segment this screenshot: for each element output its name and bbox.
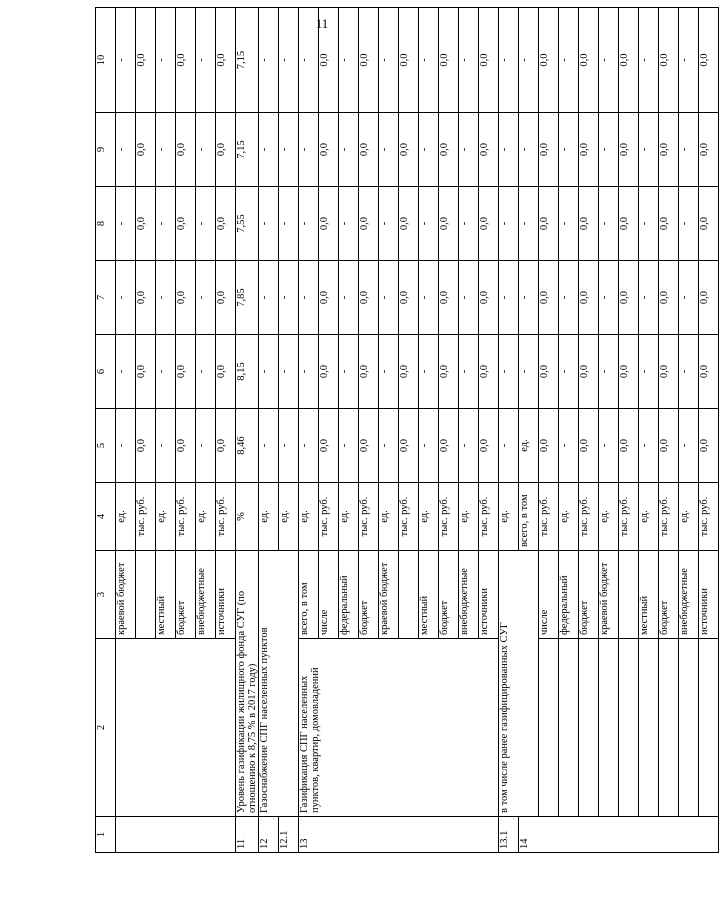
- value-cell: -: [639, 261, 659, 335]
- value-cell: 0,0: [539, 113, 559, 187]
- value-cell: 0,0: [359, 261, 379, 335]
- value-cell: -: [259, 335, 279, 409]
- value-cell: 7,85: [236, 261, 259, 335]
- row-number-cell: 14: [519, 817, 719, 853]
- value-cell: 0,0: [539, 409, 559, 483]
- value-cell: 8,46: [236, 409, 259, 483]
- value-cell: 0,0: [619, 261, 639, 335]
- row-number-cell: [116, 817, 236, 853]
- funding-source-cell: местный: [639, 551, 659, 639]
- value-cell: 0,0: [479, 8, 499, 113]
- unit-cell: тыс. руб.: [539, 483, 559, 551]
- value-cell: -: [156, 113, 176, 187]
- value-cell: 7,15: [236, 8, 259, 113]
- column-number-header: 7: [96, 261, 116, 335]
- row-number-cell: 12.1: [279, 817, 299, 853]
- funding-source-cell: источники: [699, 551, 719, 639]
- value-cell: 0,0: [579, 187, 599, 261]
- unit-cell: тыс. руб.: [579, 483, 599, 551]
- value-cell: 0,0: [216, 187, 236, 261]
- table-row: [619, 8, 639, 853]
- funding-source-cell: всего, в том: [519, 483, 539, 551]
- column-number-header: 2: [96, 639, 116, 817]
- value-cell: 0,0: [136, 335, 156, 409]
- table-body: [96, 8, 719, 853]
- value-cell: 0,0: [216, 8, 236, 113]
- value-cell: 0,0: [659, 335, 679, 409]
- value-cell: 0,0: [579, 409, 599, 483]
- table-row: [236, 8, 259, 853]
- value-cell: -: [419, 113, 439, 187]
- value-cell: 0,0: [659, 187, 679, 261]
- unit-cell: тыс. руб.: [439, 483, 459, 551]
- table-row: [559, 8, 579, 853]
- value-cell: -: [299, 8, 319, 113]
- value-cell: -: [679, 261, 699, 335]
- value-cell: 0,0: [439, 409, 459, 483]
- value-cell: 0,0: [699, 409, 719, 483]
- funding-source-cell: бюджет: [659, 551, 679, 639]
- column-number-header: 9: [96, 113, 116, 187]
- value-cell: 0,0: [579, 8, 599, 113]
- value-cell: -: [196, 187, 216, 261]
- value-cell: -: [599, 409, 619, 483]
- value-cell: -: [639, 187, 659, 261]
- unit-cell: %: [236, 483, 259, 551]
- table-row: [659, 8, 679, 853]
- value-cell: 0,0: [359, 409, 379, 483]
- value-cell: 7,55: [236, 187, 259, 261]
- value-cell: -: [679, 409, 699, 483]
- value-cell: -: [339, 335, 359, 409]
- value-cell: 0,0: [399, 409, 419, 483]
- funding-source-cell: местный: [419, 551, 439, 639]
- funding-source-cell: числе: [319, 551, 339, 639]
- value-cell: -: [419, 409, 439, 483]
- value-cell: -: [196, 409, 216, 483]
- value-cell: -: [559, 335, 579, 409]
- indicator-name-cell: [599, 639, 619, 817]
- value-cell: 0,0: [136, 187, 156, 261]
- value-cell: 0,0: [579, 335, 599, 409]
- value-cell: 0,0: [699, 261, 719, 335]
- value-cell: 0,0: [399, 8, 419, 113]
- value-cell: -: [379, 113, 399, 187]
- value-cell: -: [299, 113, 319, 187]
- value-cell: 0,0: [136, 261, 156, 335]
- value-cell: -: [499, 8, 519, 113]
- value-cell: -: [679, 8, 699, 113]
- row-number-cell: 12: [259, 817, 279, 853]
- value-cell: 0,0: [659, 8, 679, 113]
- value-cell: -: [599, 335, 619, 409]
- value-cell: -: [156, 187, 176, 261]
- funding-source-cell: бюджет: [579, 551, 599, 639]
- value-cell: 0,0: [176, 187, 196, 261]
- value-cell: -: [519, 335, 539, 409]
- value-cell: 0,0: [659, 113, 679, 187]
- unit-cell: ед.: [156, 483, 176, 551]
- value-cell: -: [279, 113, 299, 187]
- value-cell: 0,0: [399, 187, 419, 261]
- unit-cell: ед.: [339, 483, 359, 551]
- value-cell: -: [196, 8, 216, 113]
- value-cell: 0,0: [319, 113, 339, 187]
- value-cell: -: [599, 113, 619, 187]
- value-cell: -: [499, 261, 519, 335]
- value-cell: -: [639, 113, 659, 187]
- value-cell: -: [379, 409, 399, 483]
- unit-cell: ед.: [279, 483, 299, 551]
- value-cell: 0,0: [439, 113, 459, 187]
- funding-source-cell: числе: [539, 551, 559, 639]
- value-cell: 0,0: [579, 261, 599, 335]
- value-cell: 0,0: [359, 8, 379, 113]
- value-cell: -: [519, 8, 539, 113]
- unit-cell: ед.: [559, 483, 579, 551]
- value-cell: -: [459, 335, 479, 409]
- indicator-name-cell: [579, 639, 599, 817]
- funding-source-cell: бюджет: [359, 551, 379, 639]
- value-cell: -: [559, 187, 579, 261]
- unit-cell: тыс. руб.: [399, 483, 419, 551]
- table-row: [116, 8, 136, 853]
- indicator-name-cell: [639, 639, 659, 817]
- value-cell: 0,0: [359, 187, 379, 261]
- column-number-header: 1: [96, 817, 116, 853]
- value-cell: -: [599, 261, 619, 335]
- value-cell: -: [459, 261, 479, 335]
- funding-source-cell: краевой бюджет: [116, 551, 136, 639]
- value-cell: 0,0: [359, 113, 379, 187]
- value-cell: -: [116, 335, 136, 409]
- value-cell: -: [196, 261, 216, 335]
- value-cell: 0,0: [539, 187, 559, 261]
- value-cell: -: [559, 8, 579, 113]
- indicator-name-cell: в том числе ранее газифицированных СУГ: [499, 551, 539, 817]
- value-cell: 0,0: [699, 335, 719, 409]
- value-cell: 0,0: [136, 113, 156, 187]
- table-row: [679, 8, 699, 853]
- value-cell: -: [299, 409, 319, 483]
- unit-cell: тыс. руб.: [359, 483, 379, 551]
- rotated-table-container: [95, 38, 711, 853]
- indicator-name-cell: [539, 639, 559, 817]
- value-cell: 0,0: [479, 261, 499, 335]
- unit-cell: ед.: [116, 483, 136, 551]
- indicator-name-cell: Газоснабжение СПГ населенных пунктов: [259, 551, 299, 817]
- unit-cell: ед.: [459, 483, 479, 551]
- value-cell: -: [419, 187, 439, 261]
- funding-source-cell: внебюджетные: [196, 551, 216, 639]
- value-cell: -: [679, 113, 699, 187]
- value-cell: -: [279, 8, 299, 113]
- value-cell: 0,0: [699, 187, 719, 261]
- value-cell: 0,0: [439, 335, 459, 409]
- value-cell: -: [299, 187, 319, 261]
- value-cell: -: [279, 187, 299, 261]
- row-number-cell: 13: [299, 817, 499, 853]
- funding-source-cell: краевой бюджет: [379, 551, 399, 639]
- value-cell: 0,0: [619, 8, 639, 113]
- value-cell: -: [459, 113, 479, 187]
- value-cell: -: [156, 261, 176, 335]
- funding-source-cell: [136, 551, 156, 639]
- value-cell: 0,0: [319, 187, 339, 261]
- value-cell: -: [116, 261, 136, 335]
- indicator-name-cell: [116, 639, 236, 817]
- value-cell: 0,0: [699, 8, 719, 113]
- value-cell: -: [459, 8, 479, 113]
- value-cell: -: [339, 261, 359, 335]
- value-cell: 0,0: [619, 409, 639, 483]
- value-cell: 0,0: [479, 187, 499, 261]
- value-cell: -: [116, 8, 136, 113]
- value-cell: -: [499, 113, 519, 187]
- unit-cell: тыс. руб.: [699, 483, 719, 551]
- funding-source-cell: внебюджетные: [679, 551, 699, 639]
- value-cell: -: [679, 187, 699, 261]
- unit-cell: тыс. руб.: [216, 483, 236, 551]
- value-cell: -: [519, 261, 539, 335]
- value-cell: 0,0: [579, 113, 599, 187]
- value-cell: -: [339, 187, 359, 261]
- financing-table: [95, 7, 719, 853]
- unit-cell: ед.: [499, 483, 519, 551]
- funding-source-cell: источники: [216, 551, 236, 639]
- value-cell: -: [679, 335, 699, 409]
- value-cell: 0,0: [399, 335, 419, 409]
- column-number-header: 10: [96, 8, 116, 113]
- value-cell: -: [419, 261, 439, 335]
- value-cell: -: [559, 113, 579, 187]
- value-cell: 0,0: [479, 409, 499, 483]
- value-cell: -: [599, 187, 619, 261]
- funding-source-cell: всего, в том: [299, 551, 319, 639]
- value-cell: 7,15: [236, 113, 259, 187]
- unit-cell: тыс. руб.: [176, 483, 196, 551]
- column-number-header: 5: [96, 409, 116, 483]
- table-row: [599, 8, 619, 853]
- value-cell: -: [459, 409, 479, 483]
- value-cell: -: [639, 409, 659, 483]
- funding-source-cell: федеральный: [559, 551, 579, 639]
- value-cell: 0,0: [439, 8, 459, 113]
- value-cell: -: [259, 8, 279, 113]
- value-cell: 0,0: [479, 335, 499, 409]
- value-cell: 0,0: [399, 113, 419, 187]
- value-cell: 0,0: [319, 335, 339, 409]
- unit-cell: ед.: [519, 409, 539, 483]
- value-cell: 0,0: [699, 113, 719, 187]
- value-cell: 0,0: [216, 335, 236, 409]
- value-cell: -: [339, 8, 359, 113]
- value-cell: -: [499, 335, 519, 409]
- indicator-name-cell: [679, 639, 699, 817]
- row-number-cell: 13.1: [499, 817, 519, 853]
- indicator-name-cell: [559, 639, 579, 817]
- value-cell: 0,0: [619, 187, 639, 261]
- value-cell: -: [259, 261, 279, 335]
- funding-source-cell: федеральный: [339, 551, 359, 639]
- funding-source-cell: [619, 551, 639, 639]
- value-cell: 0,0: [619, 335, 639, 409]
- value-cell: -: [559, 409, 579, 483]
- value-cell: 0,0: [319, 8, 339, 113]
- unit-cell: ед.: [299, 483, 319, 551]
- table-row: [299, 8, 319, 853]
- column-number-header: 4: [96, 483, 116, 551]
- value-cell: -: [116, 409, 136, 483]
- column-number-header: 6: [96, 335, 116, 409]
- value-cell: 0,0: [479, 113, 499, 187]
- value-cell: 0,0: [216, 261, 236, 335]
- value-cell: -: [339, 409, 359, 483]
- indicator-name-cell: Газификация СПГ населенных пунктов, квартир, домовладений: [299, 639, 499, 817]
- value-cell: 0,0: [319, 409, 339, 483]
- unit-cell: ед.: [679, 483, 699, 551]
- value-cell: 0,0: [176, 113, 196, 187]
- value-cell: 0,0: [136, 8, 156, 113]
- value-cell: -: [156, 335, 176, 409]
- unit-cell: тыс. руб.: [659, 483, 679, 551]
- value-cell: -: [419, 8, 439, 113]
- funding-source-cell: местный: [156, 551, 176, 639]
- value-cell: -: [196, 113, 216, 187]
- value-cell: 0,0: [399, 261, 419, 335]
- value-cell: -: [116, 187, 136, 261]
- indicator-name-cell: [619, 639, 639, 817]
- value-cell: 0,0: [216, 113, 236, 187]
- value-cell: -: [279, 335, 299, 409]
- table-row: [539, 8, 559, 853]
- value-cell: 0,0: [176, 8, 196, 113]
- value-cell: 0,0: [659, 409, 679, 483]
- value-cell: -: [499, 187, 519, 261]
- funding-source-cell: источники: [479, 551, 499, 639]
- unit-cell: ед.: [379, 483, 399, 551]
- unit-cell: ед.: [419, 483, 439, 551]
- value-cell: -: [379, 8, 399, 113]
- value-cell: -: [279, 409, 299, 483]
- unit-cell: тыс. руб.: [319, 483, 339, 551]
- funding-source-cell: бюджет: [176, 551, 196, 639]
- value-cell: 0,0: [539, 8, 559, 113]
- value-cell: -: [639, 8, 659, 113]
- value-cell: 0,0: [319, 261, 339, 335]
- unit-cell: тыс. руб.: [136, 483, 156, 551]
- value-cell: -: [259, 187, 279, 261]
- unit-cell: тыс. руб.: [479, 483, 499, 551]
- value-cell: -: [639, 335, 659, 409]
- value-cell: -: [499, 409, 519, 483]
- value-cell: -: [156, 409, 176, 483]
- table-row: [639, 8, 659, 853]
- unit-cell: ед.: [639, 483, 659, 551]
- value-cell: -: [459, 187, 479, 261]
- funding-source-cell: внебюджетные: [459, 551, 479, 639]
- value-cell: -: [519, 187, 539, 261]
- value-cell: -: [196, 335, 216, 409]
- value-cell: 0,0: [659, 261, 679, 335]
- value-cell: -: [299, 335, 319, 409]
- value-cell: -: [156, 8, 176, 113]
- funding-source-cell: краевой бюджет: [599, 551, 619, 639]
- column-number-header: 3: [96, 551, 116, 639]
- table-row: [699, 8, 719, 853]
- value-cell: -: [379, 261, 399, 335]
- table-row: [259, 8, 279, 853]
- value-cell: 0,0: [359, 335, 379, 409]
- unit-cell: ед.: [196, 483, 216, 551]
- value-cell: -: [419, 335, 439, 409]
- value-cell: -: [259, 409, 279, 483]
- value-cell: 0,0: [539, 335, 559, 409]
- funding-source-cell: [399, 551, 419, 639]
- value-cell: 0,0: [136, 409, 156, 483]
- value-cell: -: [379, 335, 399, 409]
- table-header-row: [96, 8, 116, 853]
- value-cell: -: [599, 8, 619, 113]
- value-cell: 0,0: [216, 409, 236, 483]
- value-cell: 0,0: [176, 409, 196, 483]
- value-cell: 8,15: [236, 335, 259, 409]
- row-number-cell: 11: [236, 817, 259, 853]
- page-number: 11: [315, 16, 329, 31]
- value-cell: -: [299, 261, 319, 335]
- value-cell: 0,0: [176, 335, 196, 409]
- value-cell: -: [279, 261, 299, 335]
- indicator-name-cell: [699, 639, 719, 817]
- unit-cell: ед.: [259, 483, 279, 551]
- value-cell: 0,0: [439, 261, 459, 335]
- unit-cell: тыс. руб.: [619, 483, 639, 551]
- value-cell: 0,0: [176, 261, 196, 335]
- value-cell: 0,0: [619, 113, 639, 187]
- rotated-table-wrapper: [95, 38, 711, 853]
- value-cell: 0,0: [539, 261, 559, 335]
- value-cell: -: [379, 187, 399, 261]
- indicator-name-cell: [659, 639, 679, 817]
- table-row: [579, 8, 599, 853]
- value-cell: -: [259, 113, 279, 187]
- value-cell: -: [116, 113, 136, 187]
- value-cell: -: [519, 113, 539, 187]
- value-cell: -: [339, 113, 359, 187]
- funding-source-cell: бюджет: [439, 551, 459, 639]
- column-number-header: 8: [96, 187, 116, 261]
- unit-cell: ед.: [599, 483, 619, 551]
- indicator-name-cell: Уровень газификации жилищного фонда СУГ (по отношению к 8,75 % в 2017 году): [236, 551, 259, 817]
- value-cell: 0,0: [439, 187, 459, 261]
- value-cell: -: [559, 261, 579, 335]
- table-row: [499, 8, 519, 853]
